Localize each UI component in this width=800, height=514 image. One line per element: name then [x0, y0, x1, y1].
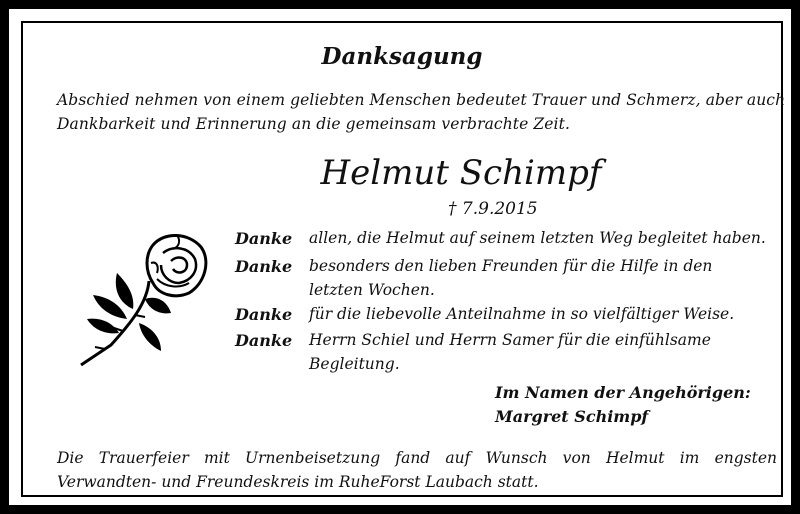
deceased-name: Helmut Schimpf — [320, 153, 602, 193]
footer-line-1: Die Trauerfeier mit Urnenbeisetzung fand auf Wunsch von Helmut im engsten — [57, 449, 777, 467]
intro-line-2: Dankbarkeit und Erinnerung an die gemeinsam verbrachte Zeit. — [57, 115, 570, 133]
death-date: † 7.9.2015 — [448, 199, 538, 219]
thanks-label: Danke — [235, 257, 293, 276]
thanks-text: letzten Wochen. — [309, 281, 435, 299]
thanks-text: für die liebevolle Anteilnahme in so vielfältiger Weise. — [309, 305, 735, 323]
card-title: Danksagung — [321, 43, 483, 70]
thanks-label: Danke — [235, 229, 293, 248]
thanks-text: Begleitung. — [309, 355, 400, 373]
thanks-label: Danke — [235, 331, 293, 350]
card-inner-border — [21, 21, 786, 497]
rose-icon — [61, 223, 211, 373]
intro-line-1: Abschied nehmen von einem geliebten Menschen bedeutet Trauer und Schmerz, aber auch — [57, 91, 786, 109]
thanks-label: Danke — [235, 305, 293, 324]
signature-heading: Im Namen der Angehörigen: — [495, 383, 751, 402]
thanks-text: besonders den lieben Freunden für die Hilfe in den — [309, 257, 713, 275]
signature-name: Margret Schimpf — [495, 407, 649, 426]
thanks-text: allen, die Helmut auf seinem letzten Weg begleitet haben. — [309, 229, 766, 247]
thanks-text: Herrn Schiel und Herrn Samer für die einfühlsame — [309, 331, 711, 349]
footer-line-2: Verwandten- und Freundeskreis im RuheForst Laubach statt. — [57, 473, 539, 491]
